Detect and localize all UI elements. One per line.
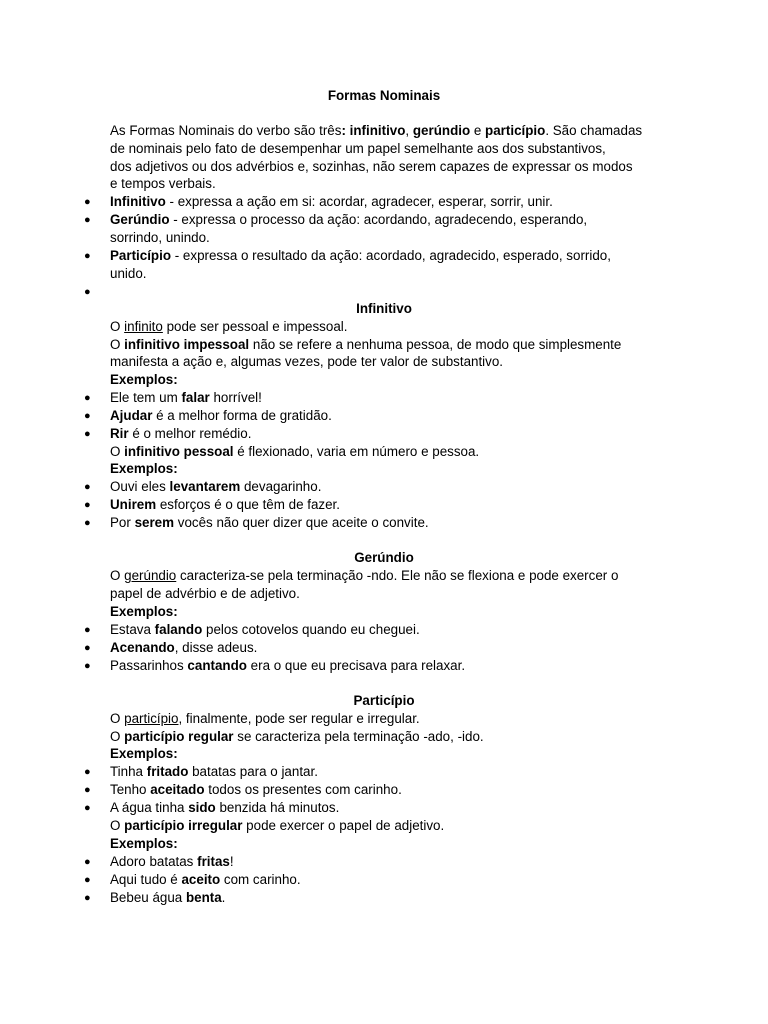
bullet-icon: ●: [84, 874, 91, 886]
example-item: Ouvi eles levantarem devagarinho.: [110, 479, 322, 494]
paragraph-line: manifesta a ação e, algumas vezes, pode ter valor de substantivo.: [110, 354, 504, 369]
bullet-icon: ●: [84, 428, 91, 440]
paragraph-line: O infinitivo impessoal não se refere a nenhuma pessoa, de modo que simplesmente: [110, 337, 622, 352]
bullet-icon: ●: [84, 624, 91, 636]
bullet-icon: ●: [84, 660, 91, 672]
paragraph-line: O particípio, finalmente, pode ser regular e irregular.: [110, 711, 420, 726]
bullet-icon: ●: [84, 892, 91, 904]
examples-label: Exemplos:: [110, 461, 178, 476]
example-item: Adoro batatas fritas!: [110, 854, 234, 869]
example-item: Bebeu água benta.: [110, 890, 226, 905]
paragraph-line: O infinito pode ser pessoal e impessoal.: [110, 319, 348, 334]
example-item: Rir é o melhor remédio.: [110, 426, 252, 441]
bullet-icon: ●: [84, 784, 91, 796]
bullet-icon: ●: [84, 856, 91, 868]
bullet-icon: ●: [84, 196, 91, 208]
section-heading-gerundio: Gerúndio: [354, 550, 414, 565]
bullet-icon: ●: [84, 517, 91, 529]
intro-line: As Formas Nominais do verbo são três: infinitivo, gerúndio e particípio. São chamadas: [110, 123, 643, 138]
bullet-icon: ●: [84, 802, 91, 814]
example-item: Por serem vocês não quer dizer que aceite o convite.: [110, 515, 429, 530]
example-item: Estava falando pelos cotovelos quando eu cheguei.: [110, 622, 420, 637]
paragraph-line: O infinitivo pessoal é flexionado, varia em número e pessoa.: [110, 444, 480, 459]
example-item: Unirem esforços é o que têm de fazer.: [110, 497, 340, 512]
example-item: Aqui tudo é aceito com carinho.: [110, 872, 301, 887]
bullet-icon: ●: [84, 214, 91, 226]
example-item: A água tinha sido benzida há minutos.: [110, 800, 340, 815]
bullet-icon: ●: [84, 286, 91, 298]
examples-label: Exemplos:: [110, 746, 178, 761]
examples-label: Exemplos:: [110, 836, 178, 851]
list-item-continuation: sorrindo, unindo.: [110, 230, 210, 245]
examples-label: Exemplos:: [110, 372, 178, 387]
bullet-icon: ●: [84, 499, 91, 511]
examples-label: Exemplos:: [110, 604, 178, 619]
list-item-continuation: unido.: [110, 266, 147, 281]
section-heading-infinitivo: Infinitivo: [356, 301, 412, 316]
example-item: Ele tem um falar horrível!: [110, 390, 262, 405]
document-title: Formas Nominais: [327, 88, 441, 103]
intro-line: de nominais pelo fato de desempenhar um papel semelhante aos dos substantivos,: [110, 141, 606, 156]
paragraph-line: O gerúndio caracteriza-se pela terminação -ndo. Ele não se flexiona e pode exercer o: [110, 568, 619, 583]
example-item: Acenando, disse adeus.: [110, 640, 258, 655]
bullet-icon: ●: [84, 250, 91, 262]
bullet-icon: ●: [84, 410, 91, 422]
list-item: Particípio - expressa o resultado da ação: acordado, agradecido, esperado, sorrido,: [110, 248, 611, 263]
example-item: Ajudar é a melhor forma de gratidão.: [110, 408, 332, 423]
bullet-icon: ●: [84, 642, 91, 654]
example-item: Tinha fritado batatas para o jantar.: [110, 764, 318, 779]
example-item: Tenho aceitado todos os presentes com carinho.: [110, 782, 402, 797]
paragraph-line: papel de advérbio e de adjetivo.: [110, 586, 300, 601]
bullet-icon: ●: [84, 766, 91, 778]
intro-line: dos adjetivos ou dos advérbios e, sozinhas, não serem capazes de expressar os modos: [110, 159, 633, 174]
section-heading-participio: Particípio: [353, 693, 415, 708]
bullet-icon: ●: [84, 481, 91, 493]
intro-line: e tempos verbais.: [110, 176, 216, 191]
list-item: Infinitivo - expressa a ação em si: acordar, agradecer, esperar, sorrir, unir.: [110, 194, 553, 209]
paragraph-line: O particípio irregular pode exercer o papel de adjetivo.: [110, 818, 445, 833]
list-item: Gerúndio - expressa o processo da ação: acordando, agradecendo, esperando,: [110, 212, 588, 227]
paragraph-line: O particípio regular se caracteriza pela terminação -ado, -ido.: [110, 729, 484, 744]
bullet-icon: ●: [84, 392, 91, 404]
example-item: Passarinhos cantando era o que eu precisava para relaxar.: [110, 658, 466, 673]
